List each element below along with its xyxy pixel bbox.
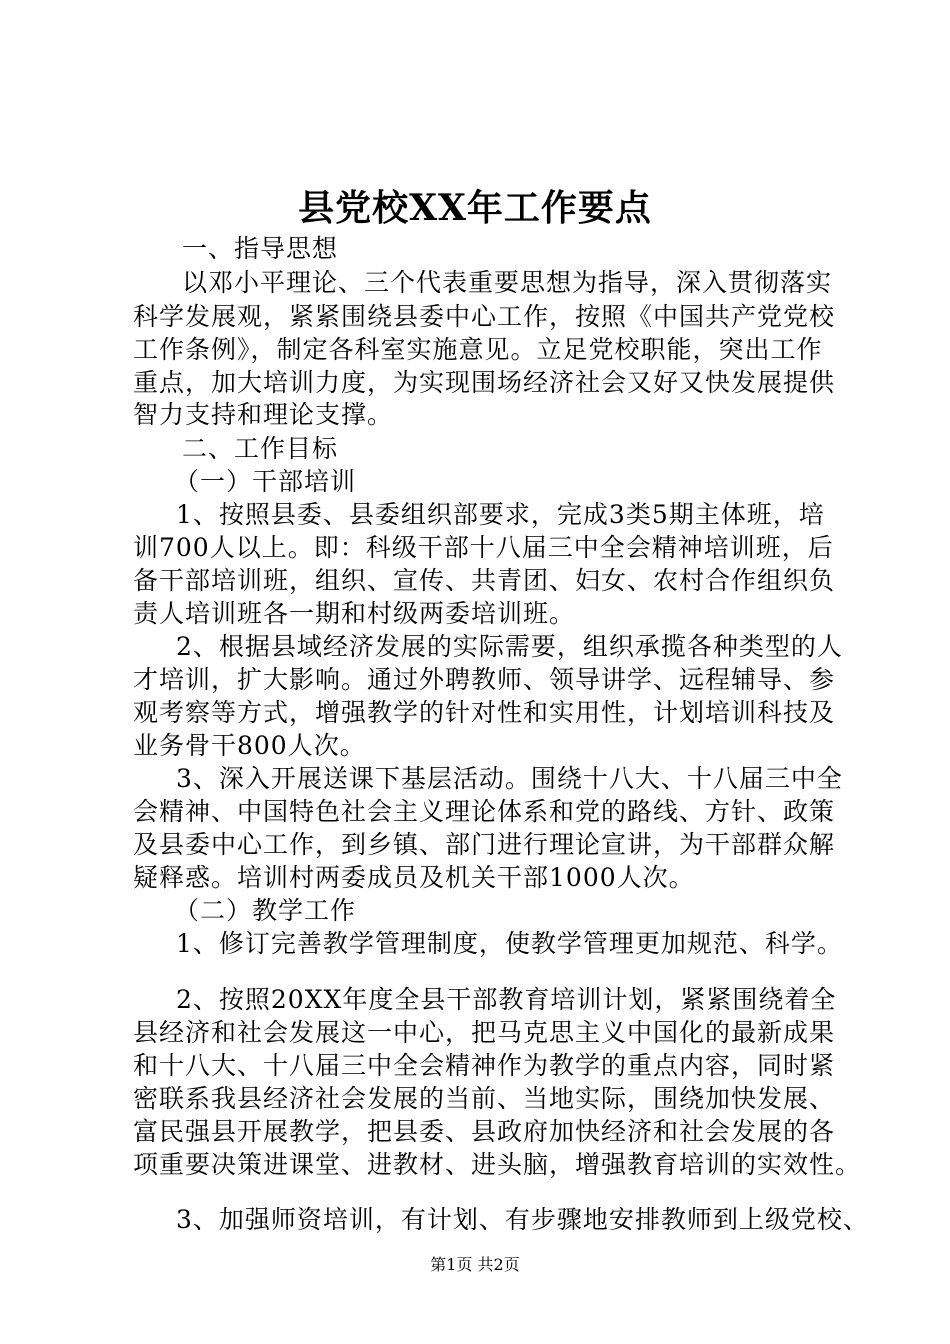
document-title: 县党校XX年工作要点 bbox=[298, 187, 652, 229]
paragraph-line: 才培训，扩大影响。通过外聘教师、领导讲学、远程辅导、参 bbox=[133, 665, 836, 694]
paragraph-line: 富民强县开展教学，把县委、县政府加快经济和社会发展的各 bbox=[133, 1117, 836, 1146]
paragraph-line: 密联系我县经济社会发展的当前、当地实际，围绕加快发展、 bbox=[133, 1084, 836, 1113]
paragraph-line: 会精神、中国特色社会主义理论体系和党的路线、方针、政策 bbox=[133, 797, 836, 826]
page-footer: 第1页 共2页 bbox=[430, 1255, 520, 1274]
paragraph-line: 以邓小平理论、三个代表重要思想为指导，深入贯彻落实 bbox=[182, 268, 833, 297]
paragraph-line: 业务骨干800人次。 bbox=[133, 731, 366, 760]
paragraph-line: 责人培训班各一期和村级两委培训班。 bbox=[133, 599, 576, 628]
paragraph-line: 2、根据县域经济发展的实际需要，组织承揽各种类型的人 bbox=[176, 632, 843, 661]
paragraph-line: 3、加强师资培训，有计划、有步骤地安排教师到上级党校、 bbox=[176, 1205, 869, 1234]
paragraph-line: 县经济和社会发展这一中心，把马克思主义中国化的最新成果 bbox=[133, 1018, 836, 1047]
paragraph-line: 3、深入开展送课下基层活动。围绕十八大、十八届三中全 bbox=[176, 764, 843, 793]
paragraph-line: 项重要决策进课堂、进教材、进头脑，增强教育培训的实效性。 bbox=[133, 1150, 862, 1179]
paragraph-line: 1、按照县委、县委组织部要求，完成3类5期主体班，培 bbox=[176, 500, 825, 529]
paragraph-line: 重点，加大培训力度，为实现围场经济社会又好又快发展提供 bbox=[133, 368, 836, 397]
subheading-teaching-work: （二）教学工作 bbox=[174, 896, 357, 925]
paragraph-line: 智力支持和理论支撑。 bbox=[133, 400, 394, 429]
paragraph-line: 及县委中心工作，到乡镇、部门进行理论宣讲，为干部群众解 bbox=[133, 830, 836, 859]
paragraph-line: 观考察等方式，增强教学的针对性和实用性，计划培训科技及 bbox=[133, 698, 836, 727]
paragraph-line: 工作条例》，制定各科室实施意见。立足党校职能，突出工作 bbox=[133, 335, 823, 364]
heading-guiding-thought: 一、指导思想 bbox=[182, 234, 339, 263]
paragraph-line: 备干部培训班，组织、宣传、共青团、妇女、农村合作组织负 bbox=[133, 566, 836, 595]
subheading-cadre-training: （一）干部培训 bbox=[174, 467, 357, 496]
paragraph-line: 和十八大、十八届三中全会精神作为教学的重点内容，同时紧 bbox=[133, 1051, 836, 1080]
paragraph-line: 训700人以上。即：科级干部十八届三中全会精神培训班，后 bbox=[133, 533, 834, 562]
paragraph-line: 疑释惑。培训村两委成员及机关干部1000人次。 bbox=[133, 863, 695, 892]
paragraph-line: 科学发展观，紧紧围绕县委中心工作，按照《中国共产党党校 bbox=[133, 302, 836, 331]
heading-work-goals: 二、工作目标 bbox=[182, 434, 339, 463]
paragraph-line: 2、按照20XX年度全县干部教育培训计划，紧紧围绕着全 bbox=[176, 985, 837, 1014]
paragraph-line: 1、修订完善教学管理制度，使教学管理更加规范、科学。 bbox=[176, 929, 843, 958]
